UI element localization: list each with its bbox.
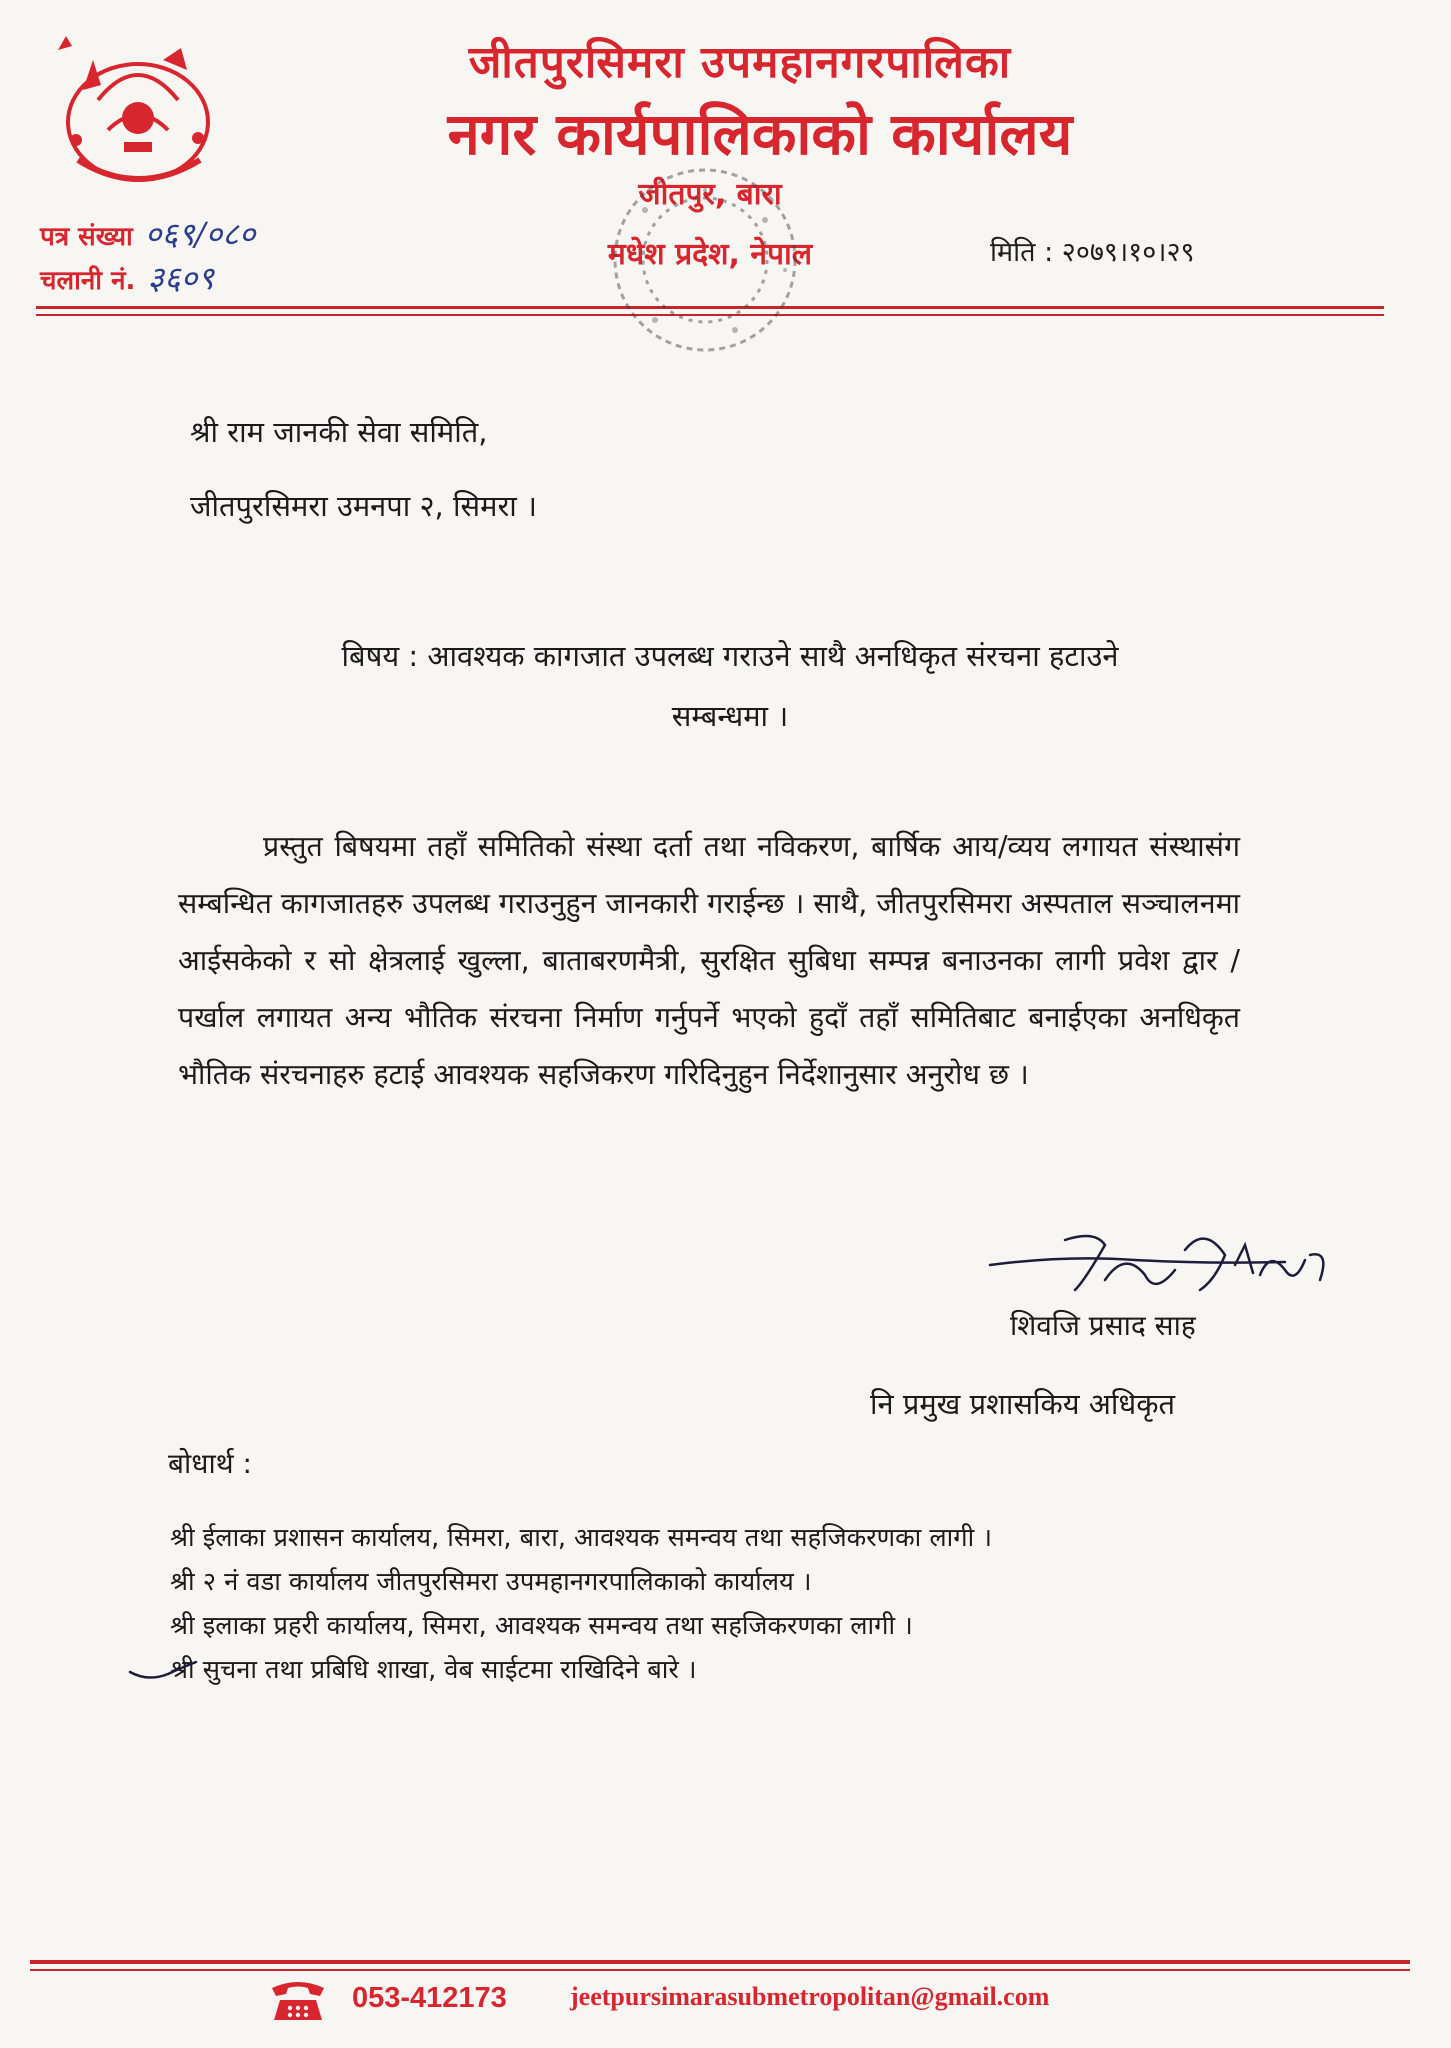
cc-item: श्री ईलाका प्रशासन कार्यालय, सिमरा, बारा, आवश्यक समन्वय तथा सहजिकरणका लागी । (170, 1523, 992, 1553)
office-seal-stamp (585, 150, 815, 370)
subject-block (230, 626, 1230, 746)
cc-item: श्री २ नं वडा कार्यालय जीतपुरसिमरा उपमहानगरपालिकाको कार्यालय । (170, 1567, 812, 1597)
reference-block (40, 212, 255, 300)
signatory-name: शिवजि प्रसाद साह (1010, 1309, 1196, 1342)
cc-item: श्री सुचना तथा प्रबिधि शाखा, वेब साईटमा राखिदिने बारे । (170, 1655, 697, 1685)
handwritten-tick-mark (128, 1652, 198, 1692)
dispatch-number-row (40, 256, 255, 300)
addressee-address: जीतपुरसिमरा उमनपा २, सिमरा । (190, 489, 538, 523)
signatory-title: नि प्रमुख प्रशासकिय अधिकृत (870, 1387, 1176, 1421)
telephone-icon (268, 1978, 328, 2022)
nepal-emblem-logo (38, 30, 228, 200)
addressee-name: श्री राम जानकी सेवा समिति, (190, 415, 488, 449)
letter-date: मिति : २०७९।१०।२९ (990, 237, 1195, 268)
footer-phone: 053-412173 (352, 1982, 507, 2014)
office-name: नगर कार्यपालिकाको कार्यालय (447, 100, 1073, 168)
footer-divider (30, 1960, 1410, 1964)
footer-email: jeetpursimarasubmetropolitan@gmail.com (570, 1982, 1050, 2011)
cc-list (170, 1516, 1270, 1692)
letter-number-row (40, 212, 255, 256)
letter-number-value: ०६९/०८० (144, 215, 256, 253)
dispatch-number-label: चलानी नं. (40, 266, 136, 296)
subject-line-2: सम्बन्धमा । (671, 699, 789, 733)
body-paragraph: प्रस्तुत बिषयमा तहाँ समितिको संस्था दर्ता तथा नविकरण, बार्षिक आय/व्यय लगायत संस्थासंग सम्बन्धित कागजातहरु उपलब्ध गराउनुहुन जानकारी गराईन्छ । साथै, जीतपुरसिमरा अस्पताल सञ्चालनमा आईसकेको र सो क्षेत्रलाई खुल्ला, बाताबरणमैत्री, सुरक्षित सुबिधा सम्पन्न बनाउनका लागी प्रवेश द्वार /पर्खाल लगायत अन्य भौतिक संरचना निर्माण गर्नुपर्ने भएको हुदाँ तहाँ समितिबाट बनाईएका अनधिकृत भौतिक संरचनाहरु हटाई आवश्यक सहजिकरण गरिदिनुहुन निर्देशानुसार अनुरोध छ । (178, 830, 1240, 1091)
office-province: मधेश प्रदेश, नेपाल (607, 237, 813, 272)
cc-label: बोधार्थ : (168, 1447, 252, 1480)
subject-line-1: बिषय : आवश्यक कागजात उपलब्ध गराउने साथै अनधिकृत संरचना हटाउने (341, 639, 1119, 673)
municipality-name: जीतपुरसिमरा उपमहानगरपालिका (468, 37, 1012, 88)
cc-item: श्री इलाका प्रहरी कार्यालय, सिमरा, आवश्यक समन्वय तथा सहजिकरणका लागी । (170, 1611, 913, 1641)
letter-number-label: पत्र संख्या (40, 222, 133, 252)
footer-divider-thin (30, 1969, 1410, 1971)
office-location: जीतपुर, बारा (638, 177, 782, 212)
dispatch-number-value: ३६०९ (147, 259, 214, 297)
